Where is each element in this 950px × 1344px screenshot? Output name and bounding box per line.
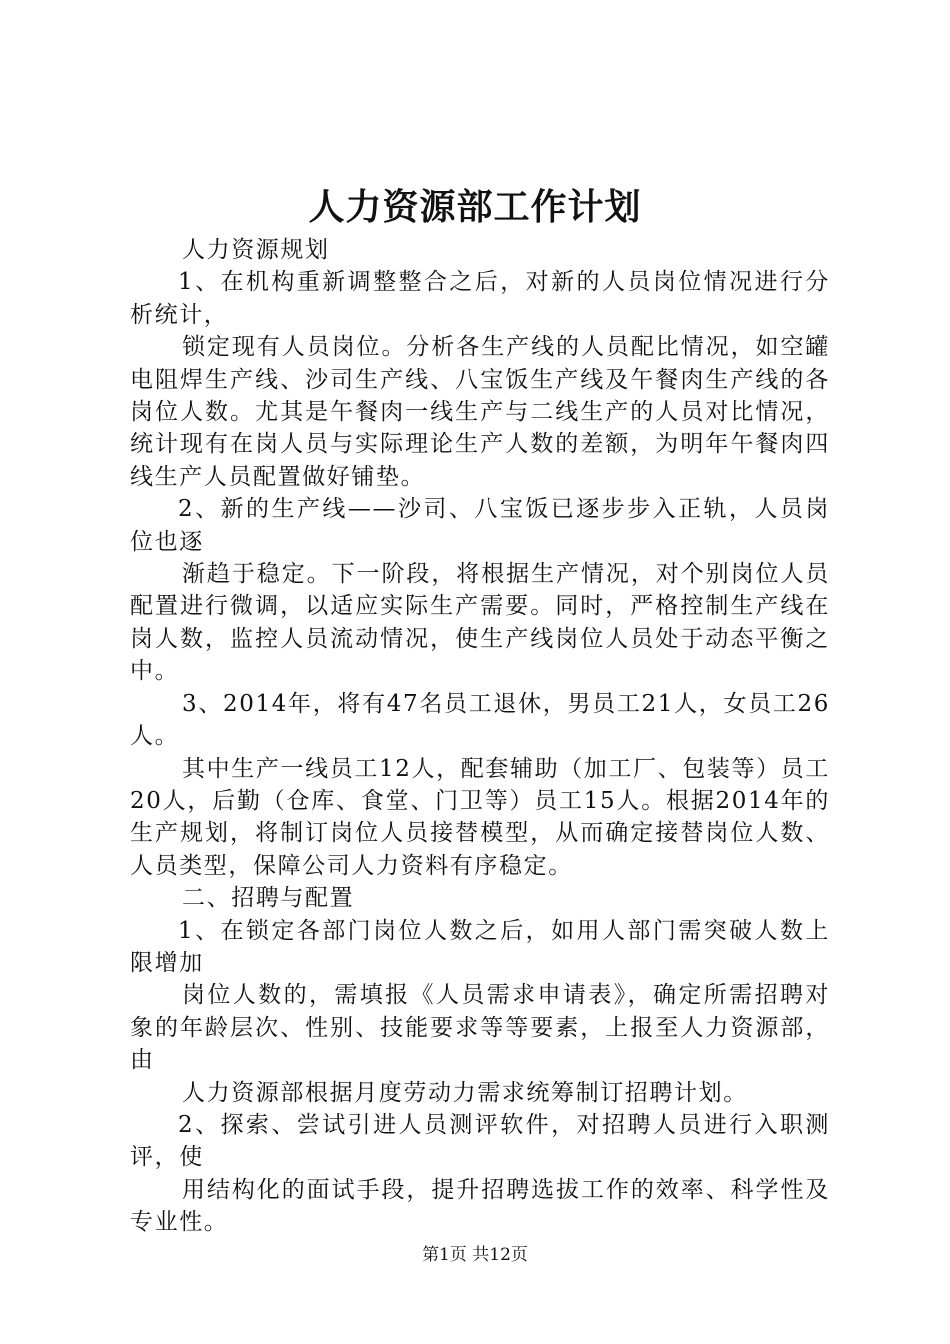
paragraph: 2、新的生产线——沙司、八宝饭已逐步步入正轨，人员岗位也逐 xyxy=(130,496,830,555)
paragraph: 人力资源规划 xyxy=(182,237,330,263)
document-body xyxy=(130,234,830,1239)
paragraph: 用结构化的面试手段，提升招聘选拔工作的效率、科学性及专业性。 xyxy=(130,1176,830,1236)
paragraph: 1、在锁定各部门岗位人数之后，如用人部门需突破人数上限增加 xyxy=(130,917,830,976)
paragraph: 锁定现有人员岗位。分析各生产线的人员配比情况，如空罐电阻焊生产线、沙司生产线、八宝饭生产线及午餐肉生产线的各岗位人数。尤其是午餐肉一线生产与二线生产的人员对比情况，统计现有在岗人员与实际理论生产人数的差额，为明年午餐肉四线生产人员配置做好铺垫。 xyxy=(130,334,830,490)
section-heading: 二、招聘与配置 xyxy=(182,885,355,912)
document-title: 人力资源部工作计划 xyxy=(308,186,642,228)
paragraph: 其中生产一线员工12人，配套辅助（加工厂、包装等）员工20人，后勤（仓库、食堂、门卫等）员工15人。根据2014年的生产规划，将制订岗位人员接替模型，从而确定接替岗位人数、人员类型，保障公司人力资料有序稳定。 xyxy=(130,755,830,879)
page-number-footer: 第1页 共12页 xyxy=(422,1245,528,1265)
paragraph: 3、2014年，将有47名员工退休，男员工21人，女员工26人。 xyxy=(130,690,830,750)
paragraph: 2、探索、尝试引进人员测评软件，对招聘人员进行入职测评，使 xyxy=(130,1111,830,1171)
paragraph: 岗位人数的，需填报《人员需求申请表》，确定所需招聘对象的年龄层次、性别、技能要求等等要素，上报至人力资源部，由 xyxy=(130,982,830,1074)
paragraph: 渐趋于稳定。下一阶段，将根据生产情况，对个别岗位人员配置进行微调，以适应实际生产需要。同时，严格控制生产线在岗人数，监控人员流动情况，使生产线岗位人员处于动态平衡之中。 xyxy=(130,561,830,685)
paragraph: 1、在机构重新调整整合之后，对新的人员岗位情况进行分析统计， xyxy=(130,269,830,328)
paragraph: 人力资源部根据月度劳动力需求统筹制订招聘计划。 xyxy=(182,1079,748,1106)
